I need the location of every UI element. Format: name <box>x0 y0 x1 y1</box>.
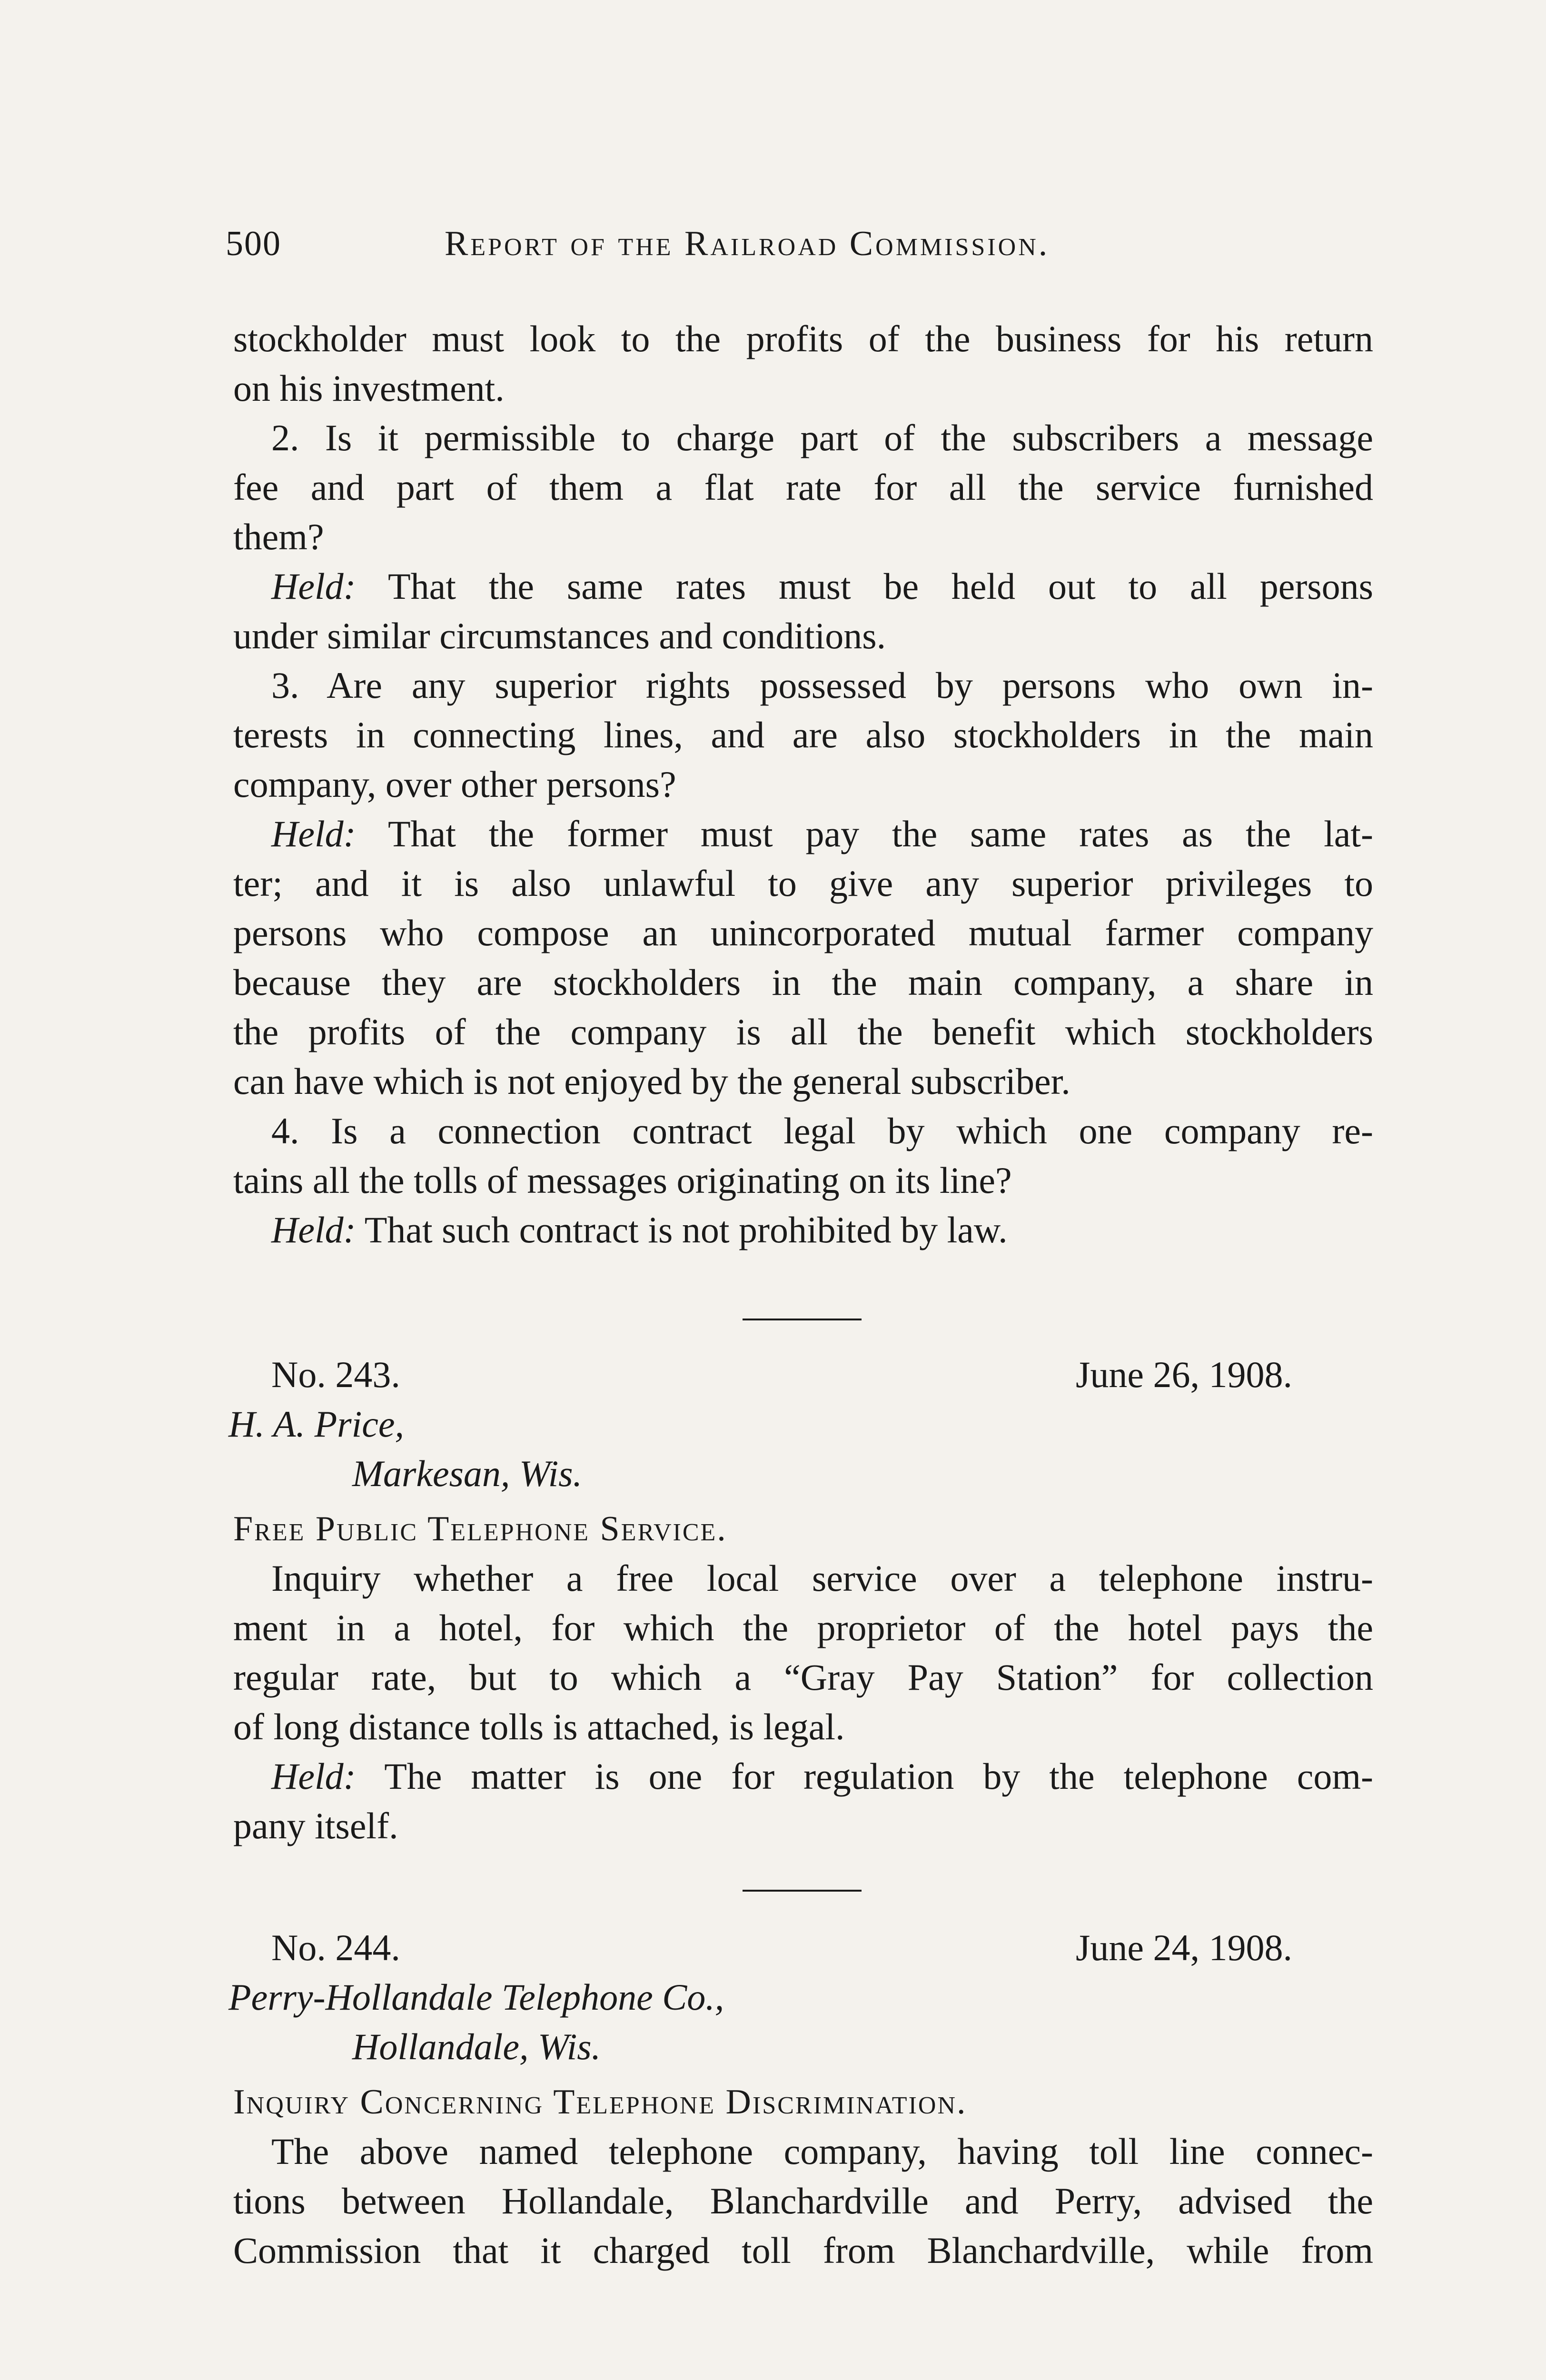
body-line: stockholder must look to the profits of the business for his return <box>233 318 1373 359</box>
body-line: because they are stockholders in the main company, a share in <box>233 962 1373 1003</box>
case-location: Markesan, Wis. <box>352 1453 583 1494</box>
case-party: Perry-Hollandale Telephone Co., <box>228 1976 724 2018</box>
held-line <box>233 1752 1373 1801</box>
body-line: Inquiry whether a free local service over a telephone instru- <box>271 1557 1373 1599</box>
body-line: on his investment. <box>233 367 505 409</box>
body-line: company, over other persons? <box>233 764 676 805</box>
body-line: ment in a hotel, for which the proprietor of the hotel pays the <box>233 1607 1373 1648</box>
body-line: 4. Is a connection contract legal by which one company re- <box>271 1110 1373 1151</box>
held-label: Held: <box>271 813 356 854</box>
held-text: That the same rates must be held out to all persons <box>388 565 1374 607</box>
body-line: 2. Is it permissible to charge part of the subscribers a message <box>271 417 1373 458</box>
section-divider <box>743 1890 862 1892</box>
held-line <box>233 809 1373 859</box>
held-label: Held: <box>271 565 356 607</box>
held-text: That the former must pay the same rates as the lat- <box>388 813 1373 854</box>
case-date: June 26, 1908. <box>1076 1354 1292 1395</box>
body-line: ter; and it is also unlawful to give any superior privileges to <box>233 863 1373 904</box>
case-caption: Inquiry Concerning Telephone Discrimination. <box>233 2082 967 2122</box>
held-text: That such contract is not prohibited by law. <box>364 1209 1008 1250</box>
body-line: fee and part of them a flat rate for all the service furnished <box>233 466 1373 508</box>
held-label: Held: <box>271 1755 356 1797</box>
case-date: June 24, 1908. <box>1076 1927 1292 1968</box>
body-line: tions between Hollandale, Blanchardville and Perry, advised the <box>233 2180 1373 2221</box>
held-label: Held: <box>271 1209 356 1250</box>
body-line: Commission that it charged toll from Blanchardville, while from <box>233 2230 1373 2271</box>
body-line: them? <box>233 516 324 557</box>
held-text: The matter is one for regulation by the telephone com- <box>384 1755 1374 1797</box>
body-line: can have which is not enjoyed by the general subscriber. <box>233 1061 1070 1102</box>
body-line: persons who compose an unincorporated mutual farmer company <box>233 912 1373 953</box>
case-caption: Free Public Telephone Service. <box>233 1509 727 1548</box>
body-line: pany itself. <box>233 1805 398 1846</box>
section-divider <box>743 1319 862 1320</box>
body-line: The above named telephone company, having toll line connec- <box>271 2131 1373 2172</box>
case-number: No. 244. <box>271 1927 400 1968</box>
case-location: Hollandale, Wis. <box>352 2026 601 2067</box>
running-title: Report of the Railroad Commission. <box>445 224 1050 263</box>
held-line <box>233 562 1373 611</box>
body-line: regular rate, but to which a “Gray Pay Station” for collection <box>233 1656 1373 1698</box>
body-line: under similar circumstances and conditions. <box>233 615 886 656</box>
body-line: the profits of the company is all the benefit which stockholders <box>233 1011 1373 1052</box>
case-party: H. A. Price, <box>228 1403 404 1445</box>
page-number: 500 <box>226 224 281 263</box>
body-line: 3. Are any superior rights possessed by persons who own in- <box>271 664 1373 706</box>
body-line: tains all the tolls of messages originating on its line? <box>233 1160 1012 1201</box>
running-header <box>226 224 1368 276</box>
case-number: No. 243. <box>271 1354 400 1395</box>
held-line <box>233 1205 1373 1255</box>
body-line: terests in connecting lines, and are also stockholders in the main <box>233 714 1373 755</box>
body-line: of long distance tolls is attached, is legal. <box>233 1706 845 1747</box>
